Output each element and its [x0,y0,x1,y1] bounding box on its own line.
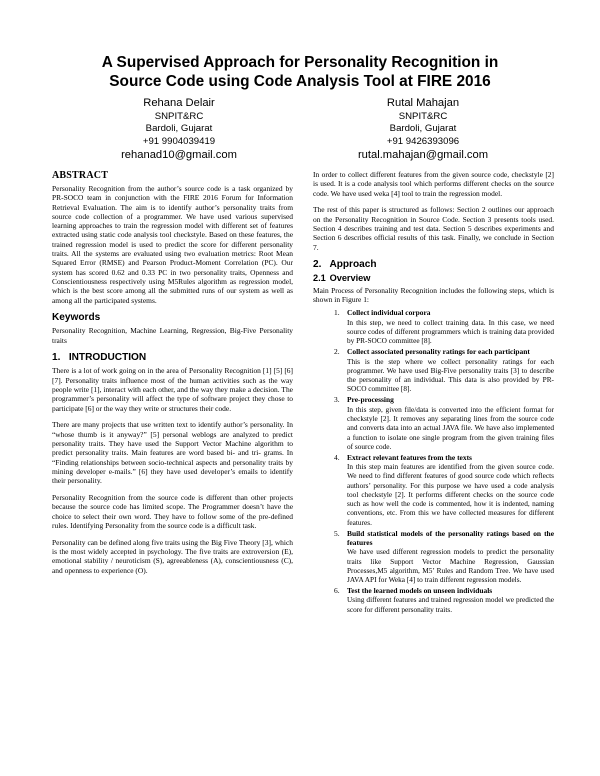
title-line-1: A Supervised Approach for Personality Recognition in [101,54,499,71]
step-number: 6. [334,586,340,596]
step-body: In this step main features are identified from the given source code. We need to find different features of good source code which reflects authors’ personality. For this purpose we have used a code analysis tool checkstyle [2]. It performs different checks on the source code such as how well the code is commented, how it is indented, naming conventions, etc. From this we have collected measures for different features. [347,462,554,527]
approach-heading [313,259,554,271]
section-number: 1. [52,352,61,364]
keywords-heading: Keywords [52,312,101,324]
step-title: Test the learned models on unseen individuals [347,586,493,596]
intro-paragraph: There are many projects that use written text to identify author’s personality. In “whose thumb is it anyway?” [5] personal weblogs are analyzed to predict personality traits. They have used the Support Vector Machine algorithm to predict personality traits. Main features are word based bi- and tri- grams. In “Finding relationships between socio-technical aspects and personality traits by mining developer e-mails.” [6] they have used developer’s emails to identify their personality. [52,420,293,486]
step-number: 4. [334,452,340,462]
list-item [313,453,554,527]
author-location: Bardoli, Gujarat [389,123,457,135]
step-body: In this step, given file/data is converted into the efficient format for checkstyle [2]. It removes any separating lines from the source code and converts data into an actual JAVA file. We have also implemented a function to isolate one single program from the given training files of source code. [347,404,554,451]
process-steps-list [313,308,554,613]
author-phone: +91 9426393096 [386,135,460,147]
intro-paragraph: There is a lot of work going on in the area of Personality Recognition [1] [5] [6] [7]. Personality traits influence most of the human activities such as the way people write [1], interact with each other, and the way they make a decision. The programmer’s personality will affect the type of software project they chose to participate [6] or the way they write or structures their code. [52,366,293,413]
section-number: 2. [313,259,322,271]
author-name: Rehana Delair [143,97,215,109]
overview-text: Main Process of Personality Recognition includes the following steps, which is shown in Figure 1: [313,285,554,305]
intro-paragraph: Personality can be defined along five traits using the Big Five Theory [3], which is the most widely accepted in psychology. The five traits are extroversion (E), emotional stability / neuroticism (S), agreeableness (A), conscientiousness (C), and openness to experience (O). [52,537,293,575]
intro-paragraph-continued: In order to collect different features from the given source code, checkstyle [2] is used. It is a code analysis tool which performs different checks on the source code. We have used weka [4] tool to train the regression model. [313,170,554,198]
list-item [313,529,554,585]
step-body: This is the step where we collect personality ratings for each programmer. We have used Big-Five personality traits [3] to describe the personality of an individual. This data is also provided by PR-SOCO committee [8]. [347,356,554,394]
subsection-title: Overview [329,273,371,284]
subsection-number: 2.1 [313,273,326,284]
left-column [52,170,293,582]
step-title: Collect individual corpora [347,308,431,318]
step-title: Extract relevant features from the texts [347,452,472,462]
step-body: We have used different regression models to predict the personality traits like Support Vector Machine Regression, Gaussian Processes,M5 algorithm, M5’ Rules and Random Tree. We have used JAVA API for Weka [4] to train different regression models. [347,547,554,585]
step-number: 5. [334,528,340,538]
section-title: Approach [329,259,377,271]
step-title: Collect associated personality ratings for each participant [347,347,530,357]
right-column [313,170,554,616]
step-body: Using different features and trained regression model we predicted the score for different personality traits. [347,595,554,614]
intro-paragraph: Personality Recognition from the source code is different than other projects because the source code has limited scope. The Programmer doesn’t have the choice to select their own word. They have to follow some of the pre-defined rules. Identifying Personality from the source code is a difficult task. [52,493,293,530]
author-email: rehanad10@gmail.com [121,149,237,162]
step-title: Pre-processing [347,395,394,405]
step-number: 1. [334,308,340,318]
author-phone: +91 9904039419 [142,135,216,147]
abstract-text: Personality Recognition from the author’s source code is a task organized by PR-SOCO team in conjunction with the FIRE 2016 Forum for Information Retrieval Evaluation. The aim is to identify author’s personality traits from source code collection of a programmer. We have used various supervised learning approaches to train the regression model with different set of features extracted using static code analysis tool checkstyle. Based on these features, the trained regression model is used to predict the score for different personality traits. All the systems are evaluated using two evaluation metrics: Root Mean Squared Error (RMSE) and Pearson Product-Moment Correlation (PC). Our system has scored 0.62 and 0.33 PC in two personality traits, Openness and Conscientiousness respectively using M5Rules algorithm as regression model, which is the best score among all the submitted runs of our system as well as among all the participated systems. [52,184,293,305]
step-title: Build statistical models of the personality ratings based on the features [347,528,554,547]
list-item [313,395,554,451]
list-item [313,586,554,614]
author-email: rutal.mahajan@gmail.com [357,149,489,162]
paper-structure-paragraph: The rest of this paper is structured as follows: Section 2 outlines our approach on the Personality Recognition in Source Code. Section 3 presents tools used. Section 4 describes training and test data. Section 5 describes experiments and Section 6 describes official results of this task. Finally, we conclude in Section 7. [313,205,554,252]
paper-title [40,54,560,91]
list-item [313,308,554,345]
author-block-2 [313,97,533,162]
author-affiliation: SNPIT&RC [154,110,204,122]
introduction-heading [52,352,293,364]
author-name: Rutal Mahajan [386,97,460,109]
step-body: In this step, we need to collect training data. In this case, we need source codes of different programmers which is training data provided by PR-SOCO committee [8]. [347,317,554,346]
list-item [313,347,554,393]
author-block-1 [69,97,289,162]
step-number: 2. [334,347,340,357]
keywords-text: Personality Recognition, Machine Learning, Regression, Big-Five Personality traits [52,326,293,345]
overview-heading [313,273,554,285]
author-location: Bardoli, Gujarat [145,123,213,135]
abstract-heading: ABSTRACT [52,170,109,181]
step-number: 3. [334,395,340,405]
title-line-2: Source Code using Code Analysis Tool at FIRE 2016 [109,72,491,90]
section-title: INTRODUCTION [68,352,147,364]
author-affiliation: SNPIT&RC [398,110,448,122]
